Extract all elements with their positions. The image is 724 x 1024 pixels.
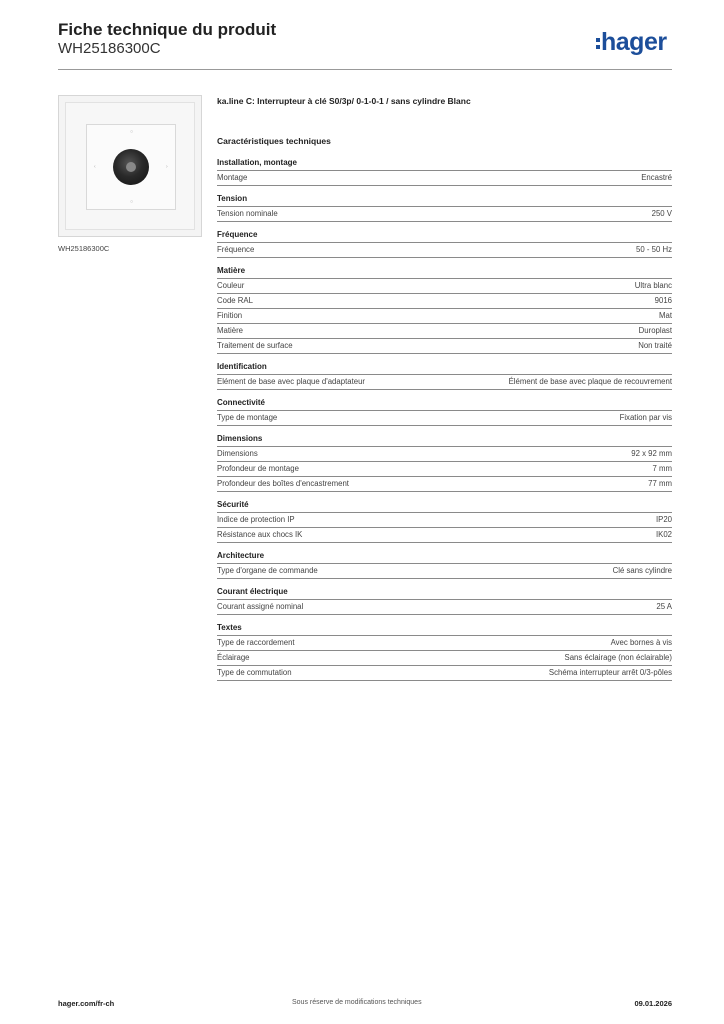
spec-value: Avec bornes à vis xyxy=(610,638,672,647)
position-mark-icon: ○ xyxy=(130,129,134,135)
product-image xyxy=(58,95,202,237)
spec-row xyxy=(217,279,672,294)
switch-insert xyxy=(86,124,176,210)
spec-value: 50 - 50 Hz xyxy=(636,245,672,254)
spec-value: 92 x 92 mm xyxy=(631,449,672,458)
page-title: Fiche technique du produit xyxy=(58,20,277,39)
spec-group-title: Dimensions xyxy=(217,432,672,447)
logo-text: hager xyxy=(601,28,667,56)
spec-group xyxy=(217,549,672,579)
spec-value: 250 V xyxy=(651,209,672,218)
spec-row xyxy=(217,243,672,258)
spec-group-title: Fréquence xyxy=(217,228,672,243)
spec-group-title: Connectivité xyxy=(217,396,672,411)
spec-group xyxy=(217,585,672,615)
spec-label: Couleur xyxy=(217,281,245,290)
spec-row xyxy=(217,324,672,339)
spec-group xyxy=(217,156,672,186)
spec-label: Indice de protection IP xyxy=(217,515,295,524)
spec-value: Encastré xyxy=(641,173,672,182)
spec-value: Schéma interrupteur arrêt 0/3-pôles xyxy=(548,668,672,677)
switch-plate xyxy=(65,102,195,230)
spec-row xyxy=(217,171,672,186)
spec-value: Sans éclairage (non éclairable) xyxy=(564,653,672,662)
spec-label: Montage xyxy=(217,173,248,182)
spec-group-title: Installation, montage xyxy=(217,156,672,171)
spec-value: 77 mm xyxy=(648,479,672,488)
spec-group xyxy=(217,192,672,222)
spec-value: 7 mm xyxy=(652,464,672,473)
spec-label: Type de commutation xyxy=(217,668,292,677)
spec-label: Traitement de surface xyxy=(217,341,293,350)
image-caption: WH25186300C xyxy=(58,244,110,253)
spec-row xyxy=(217,651,672,666)
spec-group xyxy=(217,432,672,492)
spec-value: 25 A xyxy=(656,602,672,611)
spec-row xyxy=(217,294,672,309)
spec-row xyxy=(217,309,672,324)
position-mark-icon: ○ xyxy=(130,199,134,205)
spec-group xyxy=(217,264,672,354)
footer-date: 09.01.2026 xyxy=(634,999,672,1008)
spec-value: 9016 xyxy=(654,296,672,305)
spec-group-title: Matière xyxy=(217,264,672,279)
spec-value: Ultra blanc xyxy=(634,281,672,290)
spec-group-title: Architecture xyxy=(217,549,672,564)
spec-row xyxy=(217,564,672,579)
spec-value: Élément de base avec plaque de recouvrement xyxy=(508,377,672,386)
footer-website: hager.com/fr-ch xyxy=(58,999,115,1008)
spec-group-title: Textes xyxy=(217,621,672,636)
spec-row xyxy=(217,411,672,426)
spec-row xyxy=(217,339,672,354)
spec-row xyxy=(217,636,672,651)
spec-row xyxy=(217,600,672,615)
spec-label: Type de raccordement xyxy=(217,638,295,647)
spec-group xyxy=(217,498,672,543)
spec-value: Clé sans cylindre xyxy=(612,566,672,575)
spec-label: Profondeur des boîtes d'encastrement xyxy=(217,479,349,488)
spec-label: Elément de base avec plaque d'adaptateur xyxy=(217,377,366,386)
position-mark-icon: › xyxy=(166,164,168,170)
product-name: ka.line C: Interrupteur à clé S0/3p/ 0-1-0-1 / sans cylindre Blanc xyxy=(217,96,471,106)
spec-row xyxy=(217,528,672,543)
spec-group-title: Tension xyxy=(217,192,672,207)
spec-value: IK02 xyxy=(655,530,672,539)
spec-value: Non traité xyxy=(638,341,672,350)
spec-label: Fréquence xyxy=(217,245,255,254)
spec-row xyxy=(217,513,672,528)
spec-row xyxy=(217,447,672,462)
spec-groups xyxy=(217,156,672,681)
spec-label: Matière xyxy=(217,326,243,335)
spec-group xyxy=(217,396,672,426)
product-code: WH25186300C xyxy=(58,40,161,57)
position-mark-icon: ‹ xyxy=(94,164,96,170)
hager-logo xyxy=(596,28,667,57)
spec-value: Mat xyxy=(659,311,672,320)
spec-label: Tension nominale xyxy=(217,209,278,218)
spec-group-title: Courant électrique xyxy=(217,585,672,600)
spec-value: Fixation par vis xyxy=(619,413,672,422)
header-divider xyxy=(58,69,672,70)
spec-row xyxy=(217,462,672,477)
spec-row xyxy=(217,207,672,222)
spec-group xyxy=(217,360,672,390)
spec-group-title: Sécurité xyxy=(217,498,672,513)
spec-group xyxy=(217,228,672,258)
spec-label: Courant assigné nominal xyxy=(217,602,304,611)
spec-label: Finition xyxy=(217,311,243,320)
spec-label: Type de montage xyxy=(217,413,278,422)
spec-label: Profondeur de montage xyxy=(217,464,299,473)
key-switch-icon xyxy=(113,149,149,185)
spec-group xyxy=(217,621,672,681)
spec-value: IP20 xyxy=(655,515,672,524)
footer-notice: Sous réserve de modifications techniques xyxy=(292,999,422,1006)
spec-label: Éclairage xyxy=(217,653,250,662)
section-heading: Caractéristiques techniques xyxy=(217,136,331,146)
spec-label: Code RAL xyxy=(217,296,253,305)
spec-value: Duroplast xyxy=(638,326,672,335)
spec-row xyxy=(217,477,672,492)
spec-label: Dimensions xyxy=(217,449,258,458)
spec-content xyxy=(217,94,672,687)
spec-row xyxy=(217,666,672,681)
spec-row xyxy=(217,375,672,390)
spec-label: Type d'organe de commande xyxy=(217,566,318,575)
logo-dots-icon xyxy=(596,35,600,52)
spec-label: Résistance aux chocs IK xyxy=(217,530,303,539)
spec-group-title: Identification xyxy=(217,360,672,375)
